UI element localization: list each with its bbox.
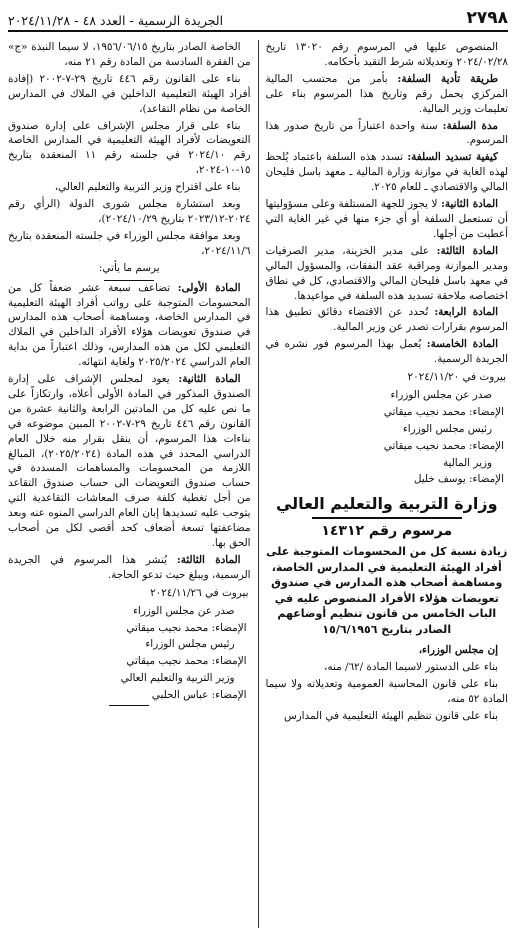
page-header — [8, 0, 508, 28]
paragraph: بناء على اقتراح وزير التربية والتعليم العالي، — [54, 181, 241, 194]
signature-line: وزير التربية والتعليم العالي — [120, 672, 235, 685]
article-label: المادة الأولى: — [177, 281, 241, 294]
article — [266, 197, 509, 242]
label: كيفية تسديد السلفة: — [407, 151, 498, 164]
paragraph: بناء على قرار مجلس الإشراف على إدارة صندوق التعويضات لأفراد الهيئة التعليمية في المدارس الخاصة رقم ٢٠٢٤/١٠ في جلسته رقم ١١ المنعقدة بتاريخ ١٥-١٠-٢٠٢٤، — [8, 119, 251, 177]
signature-line: وزير المالية — [442, 456, 492, 469]
signature-line: الإمضاء: عباس الحلبي — [151, 689, 247, 702]
article — [266, 337, 509, 367]
article — [8, 372, 251, 551]
issue-date: بيروت في ٢٠٢٤/١١/٢٦ — [150, 586, 249, 599]
signature-line: صدر عن مجلس الوزراء — [390, 388, 492, 401]
paragraph — [266, 150, 509, 195]
article-text: تُحدد عن الاقتضاء دقائق تطبيق هذا المرسوم بقرارات تصدر عن وزير المالية. — [265, 306, 508, 334]
article-text: يعود لمجلس الإشراف على إدارة الصندوق المذكور في المادة الأولى أعلاه، وارتكازاً على ما نص عليه كل من المادتين الرابعة والثانية عشرة من القانون رقم ٤٤٦ تاريخ ٢٩-٧-٢٠٠٢ المبين موضوعه في بناءات هذا المرسوم، أن ينقل بقرار منه خلال العام الدراسي المحدد في هذه المادة (٢٠٢٥/٢٠٢٤)، المبالغ اللازمة من المحسومات والمساهمات المسددة في حساب صندوق التعويضات الى حساب صندوق التقاعد من أجل تغطية كلفة صرف المعاشات التقاعدية التي يتوجب عليه تسديدها إبان العام الدراسي المنوه عنه وبعد مضاعفتها تسعة أضعاف كحد أقصى لكل من أصحاب الحق بها. — [8, 373, 251, 549]
page-number: ٢٧٩٨ — [466, 8, 508, 28]
article-text: يُعمل بهذا المرسوم فور نشره في الجريدة الرسمية. — [265, 338, 508, 366]
end-divider — [109, 705, 149, 706]
article-text: تضاعف سبعة عشر ضعفاً كل من المحسومات المتوجبة على رواتب أفراد الهيئة التعليمية في المدارس الخاصة، ومساهمة أصحاب هذه المدارس في صندوق تعويضات هؤلاء الأفراد الداخلين في الملاك التعليمي لكل من هذه المدارس، وذلك اعتباراً من بداية العام الدراسي ٢٠٢٥/٢٠٢٤ ولغاية انتهائه. — [8, 281, 251, 369]
article-label: المادة الثانية: — [441, 198, 498, 211]
signature-line: الإمضاء: محمد نجيب ميقاتي — [126, 655, 247, 668]
article-label: المادة الثانية: — [178, 373, 241, 386]
label: طريقة تأدية السلفة: — [397, 72, 498, 85]
ministry-heading: وزارة التربية والتعليم العالي — [275, 494, 498, 514]
article — [8, 553, 251, 583]
column-divider — [258, 40, 259, 928]
paragraph: بناء على قانون المحاسبة العمومية وتعديلاته ولا سيما المادة ٥٢ منه، — [265, 678, 508, 706]
paragraph: بناء على القانون رقم ٤٤٦ تاريخ ٢٩-٧-٢٠٠٢ (إفادة أفراد الهيئة التعليمية الداخلين في الملاك في المدارس الخاصة من نظام التقاعد)، — [8, 72, 251, 115]
decrees-line: يرسم ما يأتي: — [98, 261, 160, 274]
article-label: المادة الثالثة: — [176, 553, 241, 566]
paragraph: بناء على قانون تنظيم الهيئة التعليمية في المدارس — [283, 710, 498, 722]
paragraph: المنصوص عليها في المرسوم رقم ١٣٠٢٠ تاريخ ٢٠٢٤/٠٢/٢٨ وتعديلاته شرط التقيد بأحكامه. — [265, 41, 508, 68]
text: تسدد هذه السلفة باعتماد يُلحظ لهذه الغاية في موازنة وزارة المالية ـ معهد باسل فليحان المالي والاقتصادي ـ للعام ٢٠٢٥. — [265, 151, 508, 194]
signature-line: الإمضاء: يوسف خليل — [413, 473, 504, 486]
label: مدة السلفة: — [442, 119, 498, 132]
article — [266, 305, 509, 335]
signature-line: الإمضاء: محمد نجيب ميقاتي — [126, 621, 247, 634]
decree-number: مرسوم رقم ١٤٣١٢ — [321, 523, 453, 540]
paragraph: بناء على الدستور لاسيما المادة /٦٢/ منه، — [324, 661, 498, 674]
article-text: على مدير الخزينة، مدير الصرفيات ومدير الموازنة ومراقبة عقد النفقات، والمسؤول المالي في معهد باسل فليحان المالي والاقتصادي، كل في نطاق اختصاصه ملاحقة تسديد هذه السلفة في مواعيدها. — [265, 244, 508, 302]
article-label: المادة الثالثة: — [436, 244, 498, 257]
signature-line: صدر عن مجلس الوزراء — [133, 604, 235, 617]
columns — [8, 40, 508, 928]
article-text: لا يجوز للجهة المستلفة وعلى مسؤوليتها أن تستعمل السلفة أو أي جزء منها في غير الغاية التي أعطيت من أجلها. — [265, 198, 508, 240]
article — [266, 244, 509, 304]
signature-line: الإمضاء: محمد نجيب ميقاتي — [383, 405, 504, 418]
publication-info: الجريدة الرسمية - العدد ٤٨ - ٢٠٢٤/١١/٢٨ — [8, 13, 224, 28]
article-label: المادة الرابعة: — [434, 306, 498, 319]
article-text: يُنشر هذا المرسوم في الجريدة الرسمية، ويبلغ حيث تدعو الحاجة. — [8, 553, 251, 581]
text: بأمر من محتسب المالية المركزي يحمل رقم وتاريخ هذا المرسوم بناء على تعليمات وزير المالية. — [265, 72, 508, 115]
signature-line: رئيس مجلس الوزراء — [145, 638, 235, 651]
decree-title: زيادة نسبة كل من المحسومات المتوجبة على أفراد الهيئة التعليمية في المدارس الخاصة، ومساهمة أصحاب هذه المدارس في صندوق تعويضات هؤلاء الأفراد المنصوص عليه في الباب الخامس من قانون تنظيم أوضاعهم الصادر بتاريخ ١٥/٦/١٩٥٦ — [266, 545, 508, 636]
header-rule — [8, 30, 508, 32]
article — [8, 281, 251, 370]
text: سنة واحدة اعتباراً من تاريخ صدور هذا المرسوم. — [265, 119, 508, 147]
left-column — [8, 40, 251, 928]
heading-underline — [312, 517, 462, 519]
paragraph: وبعد استشارة مجلس شورى الدولة (الرأي رقم ٢٠٢٤-٢٠٢٣/١٢ بتاريخ ٢٠٢٤/١٠/٢٩)، — [8, 198, 251, 225]
council-line: إن مجلس الوزراء، — [418, 644, 498, 657]
article-label: المادة الخامسة: — [426, 338, 498, 351]
issue-date: بيروت في ٢٠٢٤/١١/٢٠ — [407, 371, 506, 384]
signature-line: رئيس مجلس الوزراء — [402, 422, 492, 435]
signature-line: الإمضاء: محمد نجيب ميقاتي — [383, 439, 504, 452]
right-column — [266, 40, 509, 928]
paragraph: وبعد موافقة مجلس الوزراء في جلسته المنعقدة بتاريخ ٢٠٢٤/١١/٦، — [8, 229, 251, 257]
paragraph — [266, 119, 509, 149]
paragraph: الخاصة الصادر بتاريخ ١٩٥٦/٠٦/١٥، لا سيما النبذة «ج» من الفقرة السادسة من المادة رقم ٢١ منه، — [8, 41, 251, 68]
paragraph — [266, 72, 509, 117]
